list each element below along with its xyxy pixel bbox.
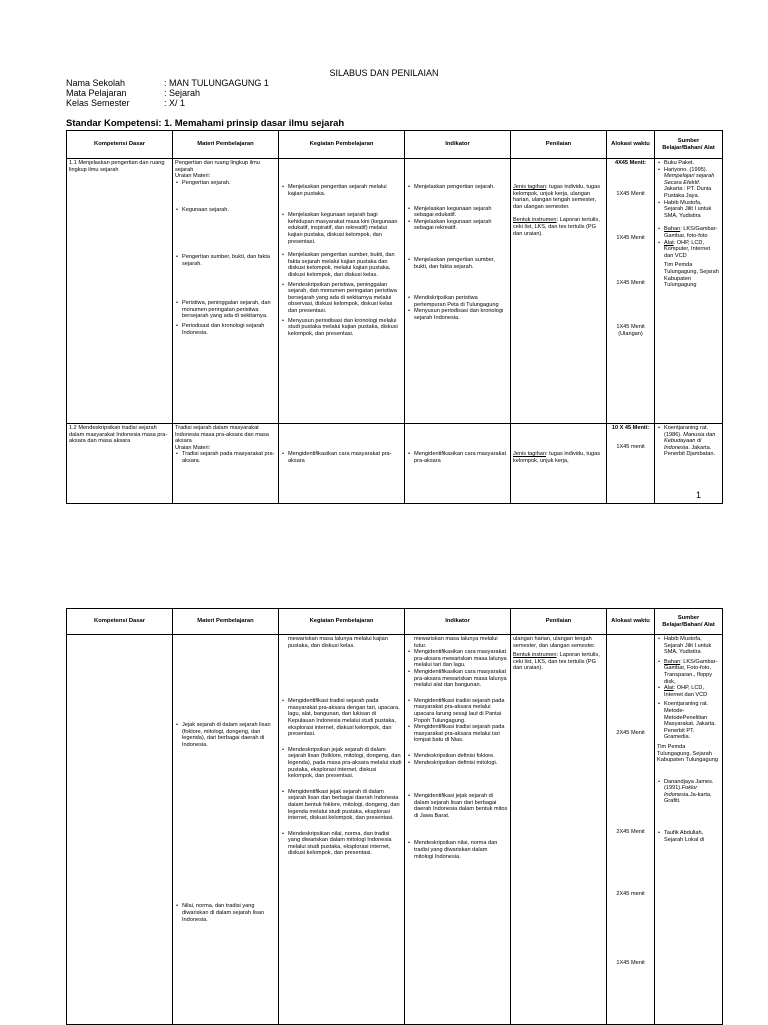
table-header-row bbox=[67, 609, 723, 635]
header-alokasi: Alokasi waktu bbox=[607, 131, 655, 159]
standar-kompetensi: Standar Kompetensi: 1. Memahami prinsip dasar ilmu sejarah bbox=[66, 118, 345, 129]
header-materi: Materi Pembelajaran bbox=[173, 131, 279, 159]
kd-cell bbox=[67, 635, 173, 1025]
materi-cell: Pengertian dan ruang lingkup ilmu sejarah Uraian Materi: • Pengertian sejarah. • Kegunaan sejarah. • Pengertian sumber, bukti, dan fakta sejarah. • Peristiwa, peninggalan sejarah, dan monumen peringatan peristiwa bersejarah yang ada di sekitarnya. • Periodisasi dan kronologi sejarah Indonesia. bbox=[173, 159, 279, 424]
header-indikator: Indikator bbox=[405, 609, 511, 635]
header-penilaian: Penilaian bbox=[511, 609, 607, 635]
table-row bbox=[67, 424, 723, 504]
kd-cell: 1.1 Menjelaskan pengertian dan ruang lingkup ilmu sejarah bbox=[67, 159, 173, 424]
page-2 bbox=[0, 600, 768, 1024]
syllabus-table-page-1 bbox=[66, 130, 723, 504]
materi-cell: • Jejak sejarah di dalam sejarah lisan (foklore, mitologi, dongeng, dan legenda), dari berbagai daerah di Indonesia. • Nilai, norma, dan tradisi yang diwariskan di dalam sejarah lisan Indonesia. bbox=[173, 635, 279, 1025]
header-penilaian: Penilaian bbox=[511, 131, 607, 159]
document-title: SILABUS DAN PENILAIAN bbox=[329, 68, 439, 78]
alokasi-cell: 4X45 Menit: 1X45 Menit 1X45 Menit 1X45 Menit 1X45 Menit (Ulangan) bbox=[607, 159, 655, 424]
header-kompetensi: Kompetensi Dasar bbox=[67, 131, 173, 159]
alokasi-cell: 2X45 Menit 2X45 Menit 2X45 menit 1X45 Menit bbox=[607, 635, 655, 1025]
meta-row-subject: Mata Pelajaran : Sejarah bbox=[66, 88, 201, 98]
table-header-row bbox=[67, 131, 723, 159]
materi-cell: Tradisi sejarah dalam masyarakat Indonesia masa pra-aksara dan masa aksara Uraian Materi: • Tradisi sejarah pada masyarakat pra-aksara. bbox=[173, 424, 279, 504]
indikator-cell: • Menjelaskan pengertian sejarah. • Menjelaskan kegunaan sejarah sebagai edukatif. • Menjelaskan kegunaan sejarah sebagai rekreatif. • Menjelaskan pengertian sumber, bukti, dan fakta sejarah. • Mendiskripsikan peristiwa pertempuran Peta di Tulungagung • Menyusun periodisasi dan kronologi sejarah Indonesia. bbox=[405, 159, 511, 424]
school-meta bbox=[66, 78, 269, 108]
page-number: 1 bbox=[696, 490, 702, 500]
penilaian-cell: ulangan harian, ulangan tengah semester, dan ulangan semester. Bentuk instrumen: Laporan tertulis, ceki list, LKS, dan tes tertulis (PG dan uraian). bbox=[511, 635, 607, 1025]
header-sumber: Sumber Belajar/Bahan/ Alat bbox=[655, 131, 723, 159]
penilaian-cell: Jenis tagihan: tugas individu, tugas kelompok, unjuk kerja, ulangan harian, ulangan tengah semester, dan ulangan semester. Bentuk instrumen: Laporan tertulis, ceki list, LKS, dan tes tertulis (PG dan uraian). bbox=[511, 159, 607, 424]
indikator-cell: • Mengidentifikasikan cara masyarakat pra-aksara bbox=[405, 424, 511, 504]
kegiatan-cell: mewariskan masa lalunya melalui kajian pustaka, dan diskusi kelas. • Mengidentifikasi tradisi sejarah pada masyarakat pra-aksara dengan tari, upacara, lagu, alat, bangunan, dan lukisan di Kepulauan Indonesia melalui studi pustaka, eksplorasi internet, diskusi kelompok, dan presentasi. • Mendeskripsikan jejak sejarah di dalam sejarah lisan (folklore, mitologi, dongeng, dan legenda), pada masa pra-aksara melalui studi pustaka, eksplorasi internet, diskusi kelompok, dan presentasi. • Mengidentifikasi jejak sejarah di dalam sejarah lisan dan berbagai daerah Indonesia dalam bentuk foklore, mitologi, dongeng, dan legenda melalui studi pustaka, eksplorasi internet, diskusi kelompok, dan presentasi. • Mendeskripsikan nilai, norma, dan tradisi yang diwariskan dalam mitologi Indonesia melalui studi pustaka, eksplorasi internet, diskusi kelompok, dan presentasi. bbox=[279, 635, 405, 1025]
header-alokasi: Alokasi waktu bbox=[607, 609, 655, 635]
kd-cell: 1.2 Mendeskripsikan tradisi sejarah dalam masyarakat Indonesia masa pra-aksara dan masa aksara bbox=[67, 424, 173, 504]
alokasi-cell: 10 X 45 Menit: 1X45 menit bbox=[607, 424, 655, 504]
syllabus-table-page-2 bbox=[66, 608, 723, 1025]
sumber-cell: • Koentjaraning rat. (1986). Manusia dan Kebudayaan di Indonesia. Jakarta. Penerbit Djambatan. bbox=[655, 424, 723, 504]
meta-row-class: Kelas Semester : X/ 1 bbox=[66, 98, 186, 108]
meta-row-school: Nama Sekolah : MAN TULUNGAGUNG 1 bbox=[66, 78, 269, 88]
header-kompetensi: Kompetensi Dasar bbox=[67, 609, 173, 635]
penilaian-cell: Jenis tagihan: tugas individu, tugas kelompok, unjuk kerja, bbox=[511, 424, 607, 504]
kegiatan-cell: • Mengidentifikasikan cara masyarakat pra-aksara bbox=[279, 424, 405, 504]
sumber-cell: • Habib Mustofa, Sejarah Jilit I untuk SMA, Yudistira • Bahan: LKS/Gambar-Gambar, Foto-foto, Transparan., floppy disk, • Alat: OHP, LCD, Internet dan VCD • Koentjaraning rat. Metode-MetodePenelitian Masyarakat. Jakarta. Penerbit PT. Gramedia. Tim Pemda Tulungagung, Sejarah Kabupaten Tulungagung • Danandjaya James. (1991).Foklor Indonesia.Ja-karta, Grafiti. • Taufik Abdullah, Sejarah Lokal di bbox=[655, 635, 723, 1025]
header-indikator: Indikator bbox=[405, 131, 511, 159]
kegiatan-cell: • Menjelaskan pengertian sejarah melalui kajian pustaka. • Menjelaskan kegunaan sejarah bagi kehidupan masyarakat masa kini (kegunaan edukatif, inspiratif, dan rekreatif) melalui kajian pustaka, diskusi kelompok, dan presentasi. • Menjelaskan pengertian sumber, bukti, dan fakta sejarah melalui kajian pustaka dan diskusi kelompok, melalui kajian pustaka, diskusi kelompok, dan diskusi kelas. • Mendeskripsikan peristiwa, peninggalan sejarah, dan monumen peringatan peristiwa bersejarah yang ada di sekitarnya melalui observasi, diskusi kelompok, diskusi kelas dan presentasi. • Menyusun periodisasi dan kronologi melalui studi pustaka melalui kajian pustaka, diskusi kelompok, dan presentasi. bbox=[279, 159, 405, 424]
header-kegiatan: Kegiatan Pembelajaran bbox=[279, 609, 405, 635]
header-materi: Materi Pembelajaran bbox=[173, 609, 279, 635]
header-kegiatan: Kegiatan Pembelajaran bbox=[279, 131, 405, 159]
header-sumber: Sumber Belajar/Bahan/ Alat bbox=[655, 609, 723, 635]
sumber-cell: • Buku Paket. • Hariyono. (1995). Mempelajari sejarah Secara Efektif. Jakarta : PT. Dunia Pustaka Jaya. • Habib Mustofa, Sejarah Jilit I untuk SMA, Yudistira • Bahan: LKS/Gambar-Gambar, foto-foto • Alat: OHP, LCD, Komputer, Internet dan VCD Tim Pemda Tulungagung, Sejarah Kabupaten Tulungagung bbox=[655, 159, 723, 424]
table-row bbox=[67, 635, 723, 1025]
indikator-cell: mewariskan masa lalunya melalui tutur. • Mengidentifikasikan cara masyarakat pra-aksara mewariskan masa lalunya melalui tari dan lagu. • Mengidentifikasikan cara masyarakat pra-aksara mewariskan masa lalunya melalui alat dan bangunan. • Mengidentifikasi tradisi sejarah pada masyarakat pra-aksara melalui upacara larung sesaji laut di Pantai Popoh Tulungagung. • Mengidentifikasi tradisi sejarah pada masyarakat pra-aksara melalui tari lompat batu di Nias. • Mendeskripsikan definisi foklore. • Mendeskripsikan definisi mitologi. • Mengidentifikasi jejak sejarah di dalam sejarah lisan dari berbagai daerah Indonesia dalam bentuk mitos di Jawa Barat. • Mendeskripsikan nilai, norma dan tradisi yang diwariskan dalam mitologi Indonesia. bbox=[405, 635, 511, 1025]
table-row bbox=[67, 159, 723, 424]
